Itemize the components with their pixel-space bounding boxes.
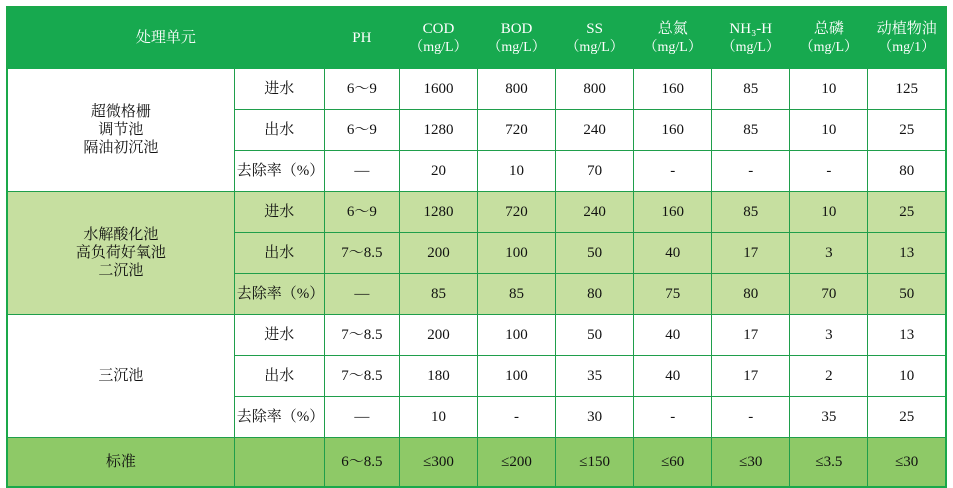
- cell-nh3n: 85: [712, 110, 790, 151]
- header-cell-tn: [634, 7, 712, 69]
- header-cell-unit: [7, 7, 324, 69]
- header-label-cod: COD: [422, 21, 455, 38]
- cell-tn: 75: [634, 274, 712, 315]
- standard-cell-bod: ≤200: [478, 438, 556, 488]
- cell-ph: 7～8.5: [324, 315, 399, 356]
- cell-bod: 800: [478, 69, 556, 110]
- table-row: [7, 69, 946, 110]
- row-label: 去除率（%）: [234, 274, 324, 315]
- header-label-ss: SS: [586, 21, 603, 38]
- row-label: 出水: [234, 233, 324, 274]
- cell-oil: 13: [868, 233, 946, 274]
- cell-ss: 800: [556, 69, 634, 110]
- header-cell-nh3n: [712, 7, 790, 69]
- cell-oil: 25: [868, 110, 946, 151]
- header-unit-tp: （mg/L）: [799, 39, 859, 55]
- table-header-row: [7, 7, 946, 69]
- cell-tp: 70: [790, 274, 868, 315]
- row-label: 去除率（%）: [234, 151, 324, 192]
- cell-oil: 25: [868, 397, 946, 438]
- header-cell-ph: [324, 7, 399, 69]
- header-label-tp: 总磷: [813, 21, 844, 38]
- cell-cod: 180: [399, 356, 477, 397]
- cell-ph: —: [324, 397, 399, 438]
- standard-row: [7, 438, 946, 488]
- row-label: 进水: [234, 69, 324, 110]
- cell-cod: 85: [399, 274, 477, 315]
- cell-ph: 6～9: [324, 110, 399, 151]
- cell-tp: 35: [790, 397, 868, 438]
- cell-cod: 200: [399, 315, 477, 356]
- cell-tp: 10: [790, 69, 868, 110]
- cell-cod: 10: [399, 397, 477, 438]
- standard-cell-tn: ≤60: [634, 438, 712, 488]
- row-label: 去除率（%）: [234, 397, 324, 438]
- standard-cell-oil: ≤30: [868, 438, 946, 488]
- cell-nh3n: 17: [712, 315, 790, 356]
- cell-tn: 40: [634, 356, 712, 397]
- cell-oil: 50: [868, 274, 946, 315]
- standard-sub: [234, 438, 324, 488]
- header-unit-tn: （mg/L）: [643, 39, 702, 55]
- cell-ss: 240: [556, 110, 634, 151]
- header-cell-cod: [399, 7, 477, 69]
- cell-tn: -: [634, 151, 712, 192]
- cell-cod: 1280: [399, 192, 477, 233]
- header-label-nh3n: NH₃-H: [729, 21, 773, 38]
- header-cell-bod: [478, 7, 556, 69]
- header-label-oil: 动植物油: [876, 21, 937, 38]
- cell-tn: 160: [634, 110, 712, 151]
- cell-nh3n: 85: [712, 192, 790, 233]
- cell-nh3n: 80: [712, 274, 790, 315]
- header-unit-oil: （mg/1）: [878, 39, 936, 55]
- cell-ph: 6～9: [324, 192, 399, 233]
- cell-oil: 80: [868, 151, 946, 192]
- cell-tn: 160: [634, 69, 712, 110]
- cell-tp: 10: [790, 110, 868, 151]
- table-row: [7, 192, 946, 233]
- cell-oil: 10: [868, 356, 946, 397]
- cell-nh3n: -: [712, 397, 790, 438]
- cell-nh3n: 17: [712, 356, 790, 397]
- standard-label: 标准: [7, 438, 234, 488]
- cell-cod: 200: [399, 233, 477, 274]
- cell-tp: 3: [790, 315, 868, 356]
- header-unit-nh3n: （mg/L）: [721, 39, 780, 55]
- cell-tp: 10: [790, 192, 868, 233]
- cell-nh3n: 85: [712, 69, 790, 110]
- unit-line: 隔油初沉池: [83, 140, 159, 157]
- header-label-bod: BOD: [500, 21, 533, 38]
- cell-bod: 100: [478, 356, 556, 397]
- cell-ss: 70: [556, 151, 634, 192]
- unit-line: 高负荷好氧池: [75, 244, 166, 261]
- cell-ss: 50: [556, 315, 634, 356]
- row-label: 出水: [234, 110, 324, 151]
- unit-cell-group-1: [7, 192, 234, 315]
- header-unit-ss: （mg/L）: [565, 39, 624, 55]
- cell-cod: 1600: [399, 69, 477, 110]
- cell-cod: 20: [399, 151, 477, 192]
- cell-nh3n: 17: [712, 233, 790, 274]
- cell-ss: 30: [556, 397, 634, 438]
- unit-cell-group-2: [7, 315, 234, 438]
- cell-ph: 7～8.5: [324, 356, 399, 397]
- cell-ss: 35: [556, 356, 634, 397]
- cell-ph: 7～8.5: [324, 233, 399, 274]
- cell-bod: 720: [478, 110, 556, 151]
- standard-cell-ss: ≤150: [556, 438, 634, 488]
- cell-bod: 100: [478, 315, 556, 356]
- unit-line: 水解酸化池: [83, 226, 159, 243]
- treatment-units-table: [6, 6, 947, 488]
- cell-bod: 85: [478, 274, 556, 315]
- standard-cell-cod: ≤300: [399, 438, 477, 488]
- header-cell-oil: [868, 7, 946, 69]
- cell-ph: 6～9: [324, 69, 399, 110]
- cell-ph: —: [324, 151, 399, 192]
- cell-ph: —: [324, 274, 399, 315]
- cell-tp: 3: [790, 233, 868, 274]
- cell-cod: 1280: [399, 110, 477, 151]
- cell-nh3n: -: [712, 151, 790, 192]
- header-label-ph: PH: [352, 29, 372, 46]
- header-unit-cod: （mg/L）: [409, 39, 468, 55]
- cell-oil: 13: [868, 315, 946, 356]
- cell-bod: 100: [478, 233, 556, 274]
- cell-tn: 160: [634, 192, 712, 233]
- cell-bod: 720: [478, 192, 556, 233]
- header-cell-ss: [556, 7, 634, 69]
- unit-line: 二沉池: [98, 263, 144, 280]
- table-row: [7, 315, 946, 356]
- standard-cell-tp: ≤3.5: [790, 438, 868, 488]
- cell-oil: 25: [868, 192, 946, 233]
- row-label: 进水: [234, 315, 324, 356]
- unit-line: 调节池: [98, 121, 144, 138]
- cell-tp: 2: [790, 356, 868, 397]
- unit-line: 超微格栅: [90, 103, 151, 120]
- standard-cell-nh3n: ≤30: [712, 438, 790, 488]
- cell-tp: -: [790, 151, 868, 192]
- cell-tn: -: [634, 397, 712, 438]
- row-label: 出水: [234, 356, 324, 397]
- header-label-tn: 总氮: [657, 21, 688, 38]
- cell-bod: -: [478, 397, 556, 438]
- cell-tn: 40: [634, 315, 712, 356]
- cell-ss: 240: [556, 192, 634, 233]
- header-unit-bod: （mg/L）: [487, 39, 546, 55]
- cell-tn: 40: [634, 233, 712, 274]
- cell-ss: 50: [556, 233, 634, 274]
- cell-ss: 80: [556, 274, 634, 315]
- row-label: 进水: [234, 192, 324, 233]
- unit-cell-group-0: [7, 69, 234, 192]
- standard-cell-ph: 6～8.5: [324, 438, 399, 488]
- unit-line: 三沉池: [98, 367, 144, 384]
- header-label-unit: 处理单元: [135, 29, 196, 46]
- cell-bod: 10: [478, 151, 556, 192]
- cell-oil: 125: [868, 69, 946, 110]
- header-cell-tp: [790, 7, 868, 69]
